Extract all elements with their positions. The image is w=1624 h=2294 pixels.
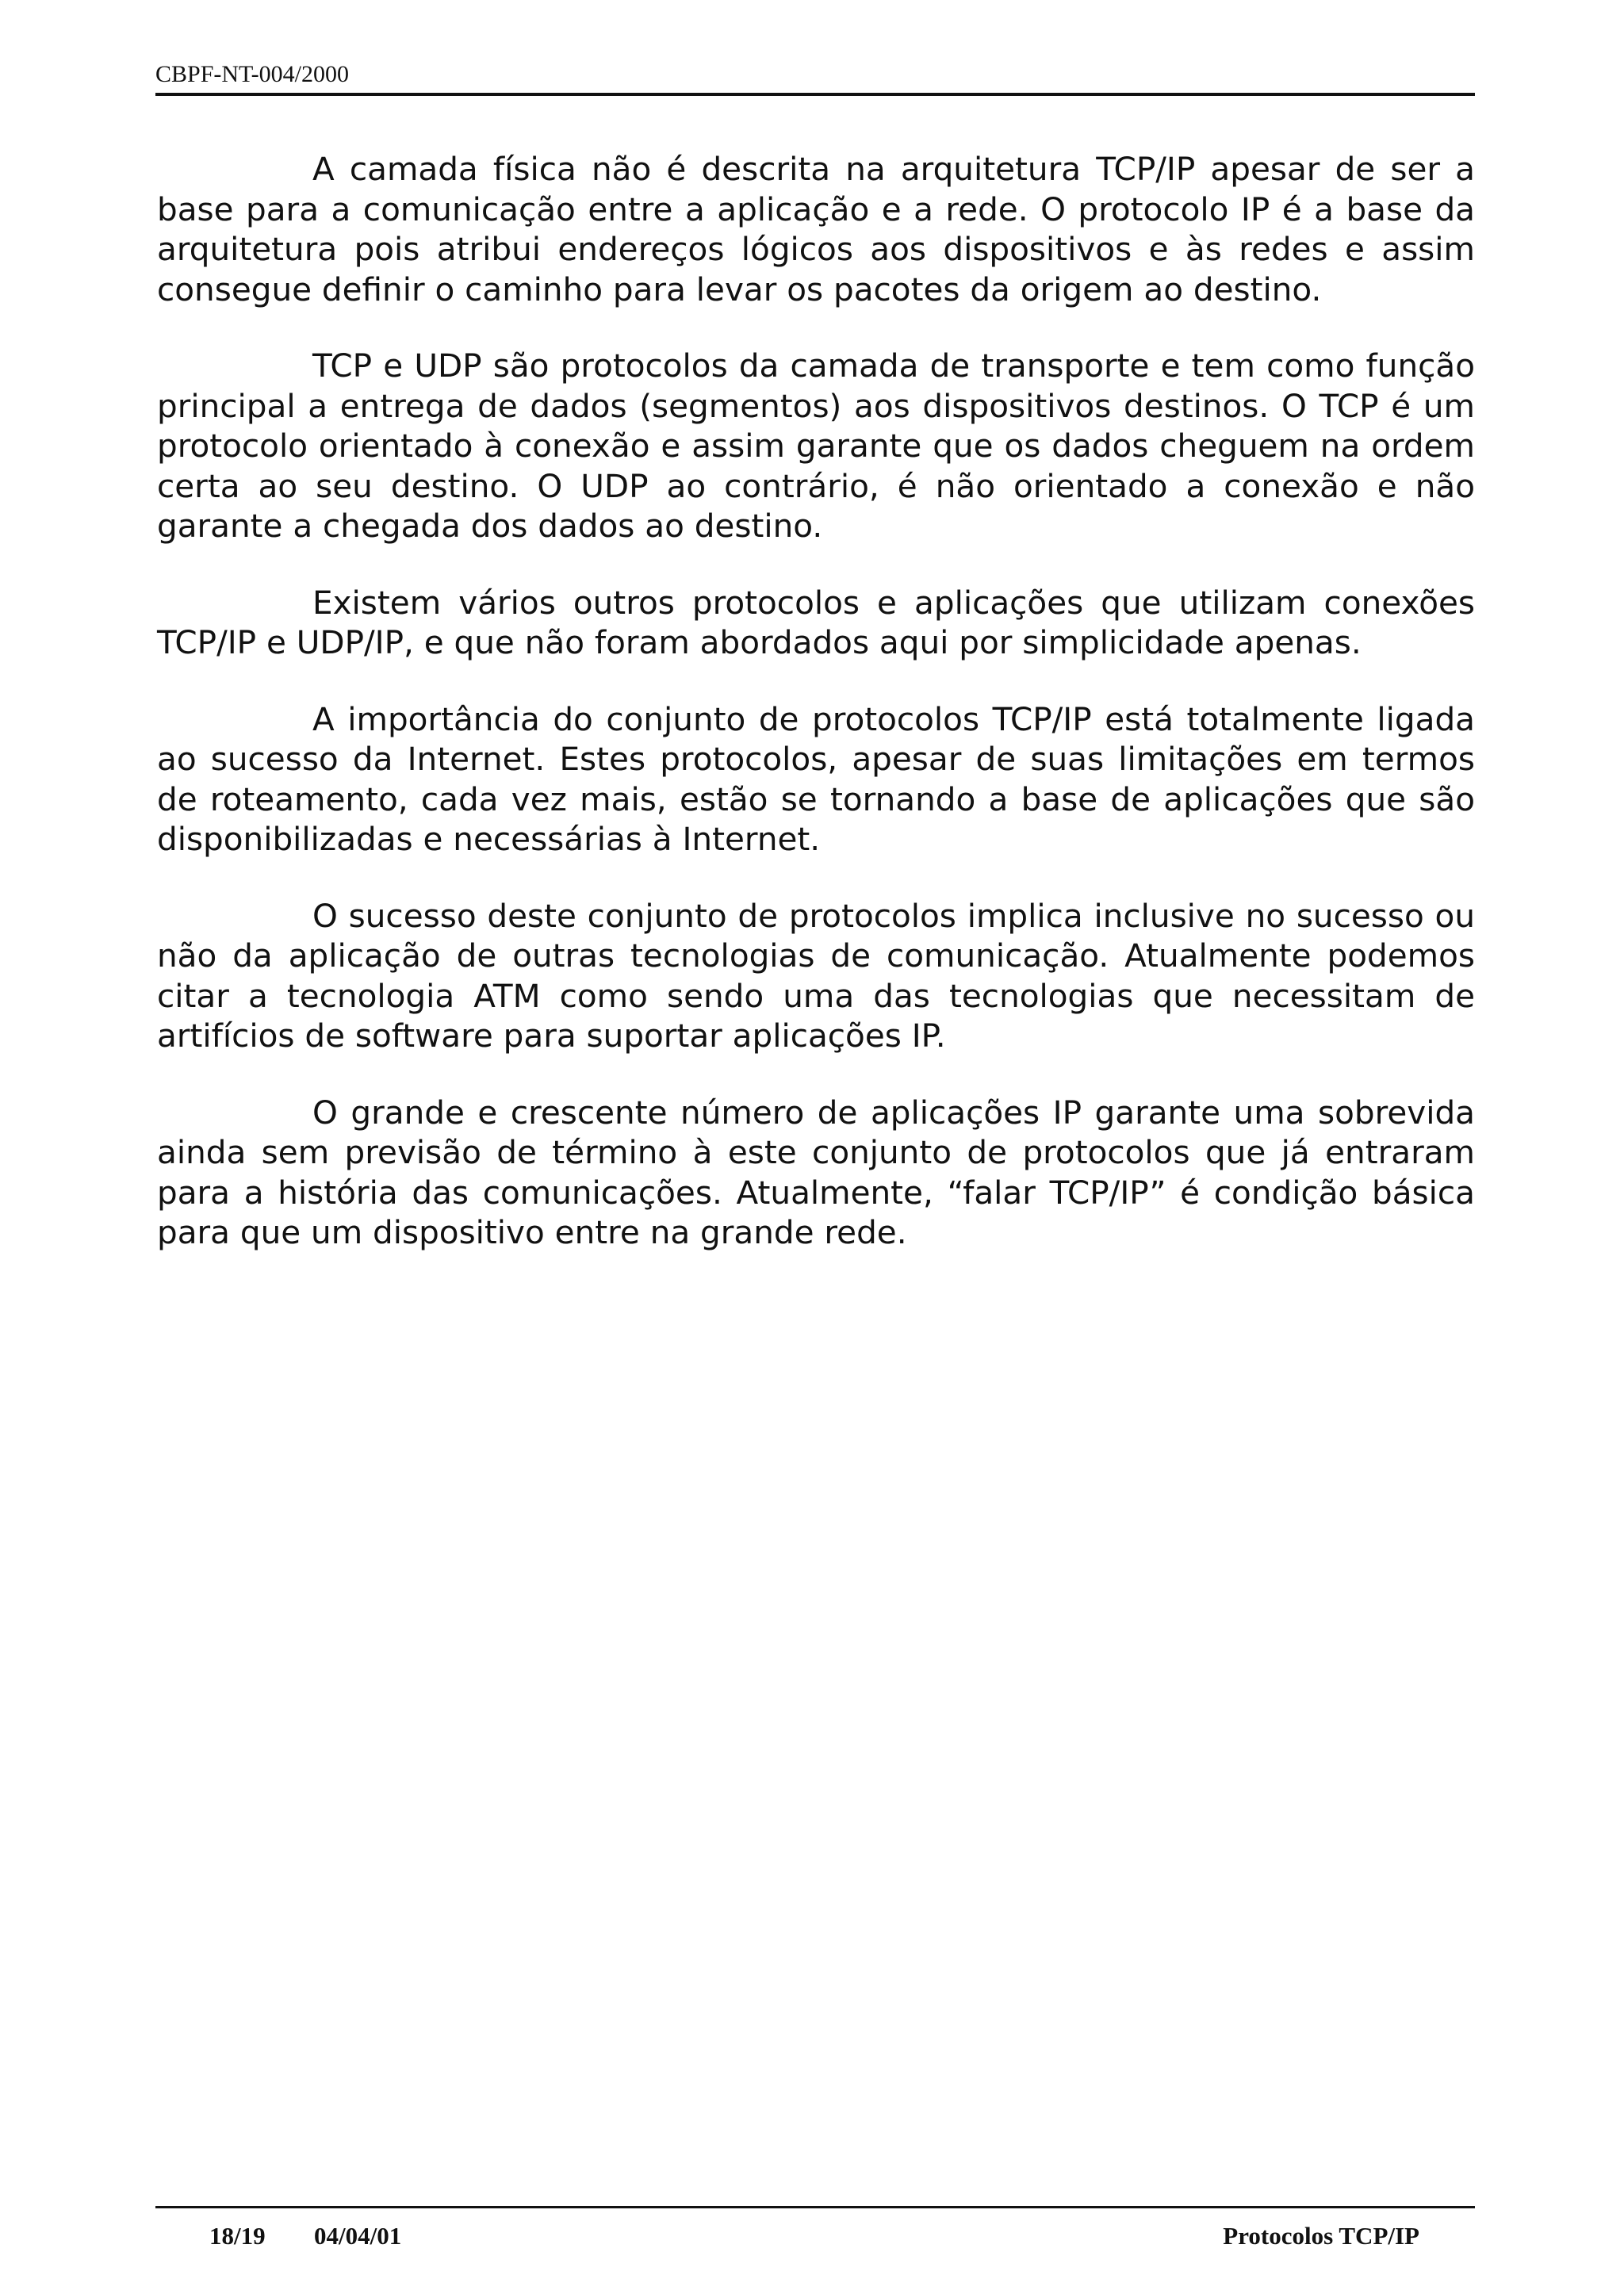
paragraph-conclusion: O grande e crescente número de aplicações IP garante uma sobrevida ainda sem previsão de término à este conjunto de protocolos que já entraram para a história das comunicações. Atualmente, “falar TCP/IP” é condição básica para que um dispositivo entre na grande rede. xyxy=(157,1093,1475,1251)
paragraph-tcp-udp: TCP e UDP são protocolos da camada de transporte e tem como função principal a entrega de dados (segmentos) aos dispositivos destinos. O TCP é um protocolo orientado à conexão e assim garante que os dados cheguem na ordem certa ao seu destino. O UDP ao contrário, é não orientado a conexão e não garante a chegada dos dados ao destino. xyxy=(157,347,1475,545)
paragraph-other-protocols: Existem vários outros protocolos e aplicações que utilizam conexões TCP/IP e UDP/IP, e que não foram abordados aqui por simplicidade apenas. xyxy=(157,583,1475,661)
footer-date: 04/04/01 xyxy=(314,2222,402,2250)
page-number: 18/19 xyxy=(209,2222,266,2250)
footer-rule xyxy=(155,2206,1475,2208)
header-rule xyxy=(155,93,1475,96)
paragraph-internet-importance: A importância do conjunto de protocolos TCP/IP está totalmente ligada ao sucesso da Internet. Estes protocolos, apesar de suas limitações em termos de roteamento, cada vez mais, estão se tornando a base de aplicações que são disponibilizadas e necessárias à Internet. xyxy=(157,699,1475,858)
page-footer xyxy=(155,2220,1475,2252)
footer-title: Protocolos TCP/IP xyxy=(1223,2222,1419,2250)
paragraph-physical-layer: A camada física não é descrita na arquitetura TCP/IP apesar de ser a base para a comunicação entre a aplicação e a rede. O protocolo IP é a base da arquitetura pois atribui endereços lógicos aos dispositivos e às redes e assim consegue definir o caminho para levar os pacotes da origem ao destino. xyxy=(157,150,1475,308)
paragraph-atm-technology: O sucesso deste conjunto de protocolos implica inclusive no sucesso ou não da aplicação de outras tecnologias de comunicação. Atualmente podemos citar a tecnologia ATM como sendo uma das tecnologias que necessitam de artifícios de software para suportar aplicações IP. xyxy=(157,896,1475,1055)
document-code: CBPF-NT-004/2000 xyxy=(155,61,349,87)
body-text xyxy=(157,149,1475,1289)
